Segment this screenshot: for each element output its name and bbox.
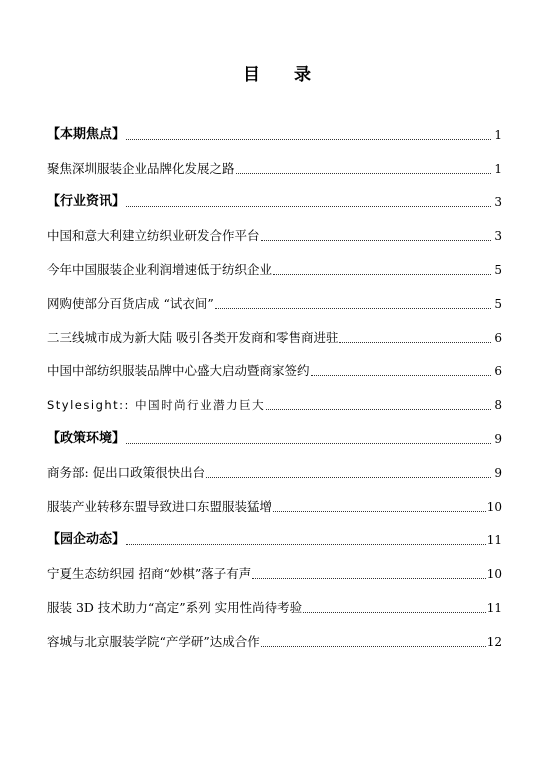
dot-leader xyxy=(273,511,486,512)
toc-entry[interactable] xyxy=(47,108,502,142)
toc-entry-label: Stylesight:: 中国时尚行业潜力巨大 xyxy=(47,398,266,413)
dot-leader xyxy=(215,308,491,309)
toc-list xyxy=(47,108,502,649)
toc-entry-page: 10 xyxy=(486,567,502,582)
toc-entry[interactable] xyxy=(47,378,502,412)
toc-entry-page: 8 xyxy=(494,398,502,413)
toc-entry-page: 9 xyxy=(494,465,502,480)
toc-entry-page: 3 xyxy=(494,229,502,244)
toc-entry-label: 容城与北京服装学院“产学研”达成合作 xyxy=(47,633,260,649)
toc-entry-page: 10 xyxy=(486,499,502,514)
toc-entry-label: 【行业资讯】 xyxy=(47,194,126,210)
toc-entry-label: 【政策环境】 xyxy=(47,430,126,446)
toc-entry[interactable] xyxy=(47,345,502,379)
toc-entry[interactable] xyxy=(47,209,502,243)
toc-entry[interactable] xyxy=(47,243,502,277)
toc-entry-page: 3 xyxy=(494,195,502,210)
dot-leader xyxy=(126,206,491,207)
dot-leader xyxy=(206,477,491,478)
toc-entry[interactable] xyxy=(47,547,502,581)
toc-entry[interactable] xyxy=(47,514,502,548)
toc-entry-label: 中国中部纺织服装品牌中心盛大启动暨商家签约 xyxy=(47,363,310,379)
toc-entry-page: 9 xyxy=(494,431,502,446)
toc-entry-label: 服装 3D 技术助力“高定”系列 实用性尚待考验 xyxy=(47,599,303,615)
toc-entry-label: 商务部: 促出口政策很快出台 xyxy=(47,464,206,480)
toc-entry[interactable] xyxy=(47,176,502,210)
dot-leader xyxy=(261,646,486,647)
toc-entry-label: 【园企动态】 xyxy=(47,532,126,548)
toc-entry-label: 今年中国服装企业利润增速低于纺织企业 xyxy=(47,261,273,277)
toc-entry[interactable] xyxy=(47,311,502,345)
dot-leader xyxy=(303,612,486,613)
toc-entry-label: 聚焦深圳服装企业品牌化发展之路 xyxy=(47,160,235,176)
toc-entry-page: 12 xyxy=(486,634,502,649)
toc-entry[interactable] xyxy=(47,412,502,446)
dot-leader xyxy=(339,342,491,343)
dot-leader xyxy=(311,375,491,376)
dot-leader xyxy=(273,274,491,275)
dot-leader xyxy=(266,409,491,410)
toc-entry[interactable] xyxy=(47,446,502,480)
toc-entry[interactable] xyxy=(47,142,502,176)
toc-entry-label: 服装产业转移东盟导致进口东盟服装猛增 xyxy=(47,498,273,514)
toc-entry-label: 网购使部分百货店成 “试衣间” xyxy=(47,295,214,311)
toc-entry-label: 【本期焦点】 xyxy=(47,126,126,142)
dot-leader xyxy=(261,240,491,241)
toc-entry-label: 二三线城市成为新大陆 吸引各类开发商和零售商进驻 xyxy=(47,329,339,345)
toc-entry-label: 中国和意大利建立纺织业研发合作平台 xyxy=(47,228,260,244)
dot-leader xyxy=(252,578,485,579)
toc-entry[interactable] xyxy=(47,581,502,615)
toc-entry-page: 11 xyxy=(486,600,502,615)
toc-entry-page: 11 xyxy=(486,533,502,548)
toc-entry-page: 1 xyxy=(494,127,502,142)
dot-leader xyxy=(126,139,491,140)
dot-leader xyxy=(236,173,491,174)
toc-entry-page: 6 xyxy=(494,330,502,345)
toc-entry[interactable] xyxy=(47,615,502,649)
toc-entry[interactable] xyxy=(47,277,502,311)
toc-entry[interactable] xyxy=(47,480,502,514)
toc-entry-page: 1 xyxy=(494,161,502,176)
dot-leader xyxy=(126,443,491,444)
toc-entry-label: 宁夏生态纺织园 招商“妙棋”落子有声 xyxy=(47,566,252,582)
dot-leader xyxy=(126,544,486,545)
toc-entry-page: 5 xyxy=(494,262,502,277)
toc-title: 目 录 xyxy=(243,65,325,85)
toc-entry-page: 5 xyxy=(494,296,502,311)
toc-entry-page: 6 xyxy=(494,364,502,379)
